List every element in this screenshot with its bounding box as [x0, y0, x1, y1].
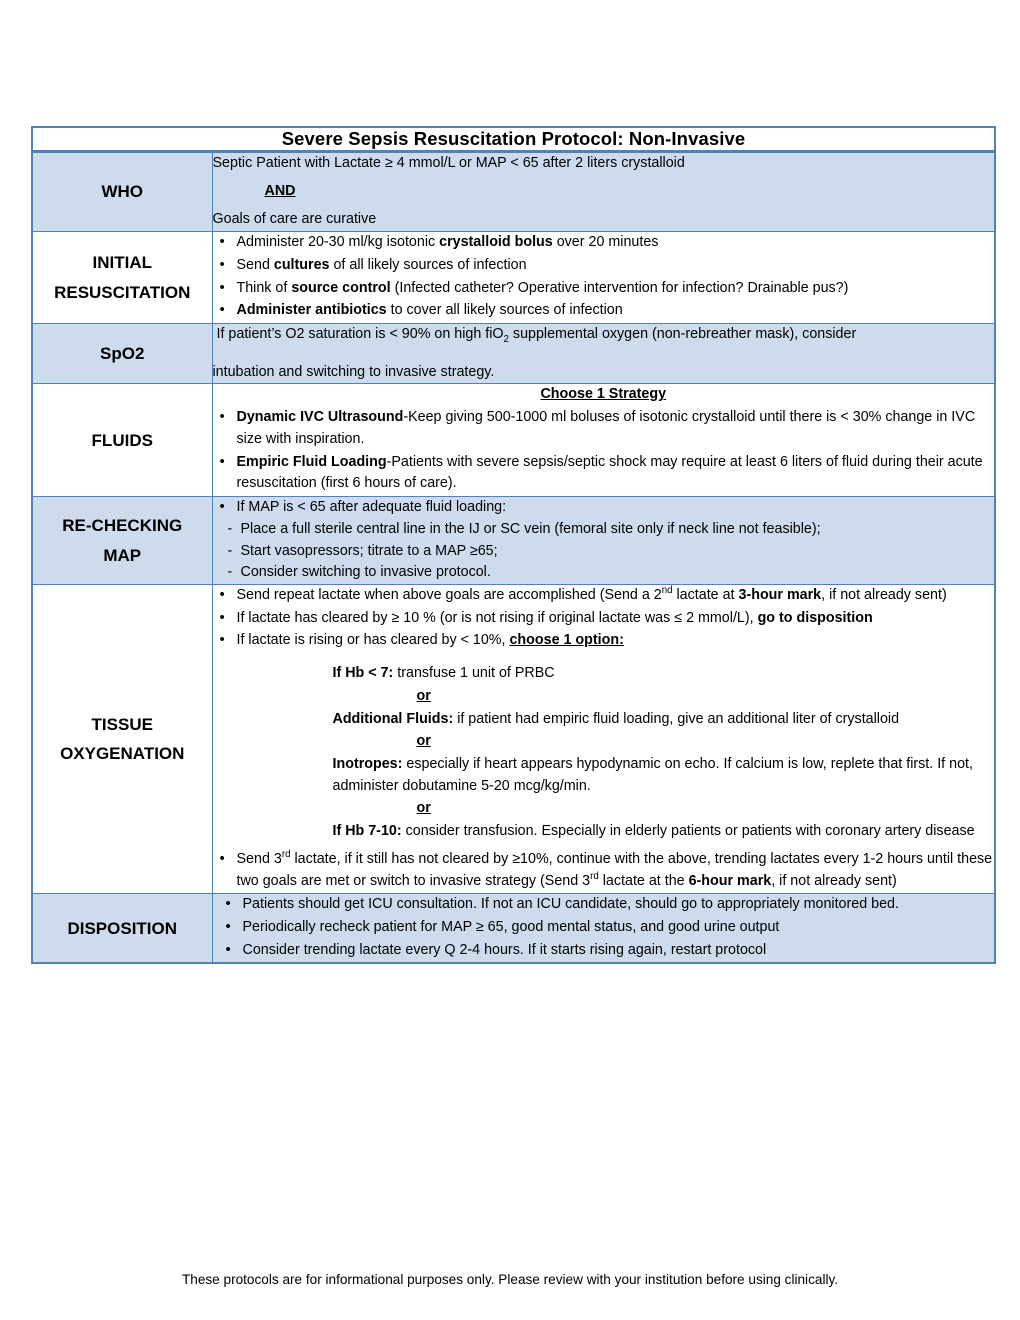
option-separator: or: [416, 687, 431, 704]
bullet-text-post: to cover all likely sources of infection: [386, 302, 623, 319]
table-row-fluids: [32, 384, 995, 497]
spo2-line-1: [213, 324, 995, 346]
ordinal-superscript: rd: [281, 849, 291, 861]
list-item: • Periodically recheck patient for MAP ≥ 65, good mental status, and good urine output: [243, 917, 995, 939]
list-item: [237, 585, 995, 607]
bullet-text-pre: If lactate has cleared by ≥ 10 % (or is not rising if original lactate was ≤ 2 mmol/L),: [236, 609, 758, 626]
row-label-line-2: MAP: [103, 545, 142, 565]
spo2-text-part1: If patient’s O2 saturation is < 90% on high fiO: [216, 326, 504, 343]
page-title: Severe Sepsis Resuscitation Protocol: Non-Invasive: [32, 127, 995, 152]
table-row-initial-resuscitation: [32, 232, 995, 324]
footer-disclaimer: These protocols are for informational purposes only. Please review with your institution before using clinically.: [181, 1272, 839, 1287]
table-row-tissue-oxygenation: [32, 584, 995, 893]
tissue-oxygenation-list-top: [213, 585, 995, 652]
rechecking-map-list: [213, 497, 995, 519]
row-label-fluids: FLUIDS: [32, 384, 212, 497]
bullet-text-pre: Send: [236, 256, 274, 273]
fluids-list: [213, 407, 995, 495]
severe-sepsis-protocol-table: [31, 126, 996, 964]
sub-item: - Start vasopressors; titrate to a MAP ≥65;: [241, 541, 995, 563]
option-hb-7-to-10: [333, 821, 995, 843]
bullet-text-bold: 3-hour mark: [738, 586, 822, 603]
bullet-text-post: -Patients with severe sepsis/septic shock may require at least 6 liters of fluid during their acute resuscitation (first 6 hours of care).: [236, 453, 983, 492]
list-item: [237, 608, 995, 630]
bullet-text-pre: Think of: [236, 279, 292, 296]
table-row-spo2: [32, 324, 995, 384]
row-label-line-2: RESUSCITATION: [54, 282, 191, 302]
bullet-text-bold: crystalloid bolus: [439, 234, 553, 251]
list-item: • If MAP is < 65 after adequate fluid loading:: [237, 497, 995, 519]
row-label-line-2: OXYGENATION: [60, 744, 185, 764]
fluids-strategy-heading: Choose 1 Strategy: [540, 386, 667, 403]
row-content-tissue-oxygenation: [212, 584, 995, 893]
bullet-text-bold: Empiric Fluid Loading: [236, 453, 387, 470]
bullet-text-post: -Keep giving 500-1000 ml boluses of isotonic crystalloid until there is < 30% change in IVC size with inspiration.: [236, 409, 976, 447]
row-label-rechecking-map: [32, 497, 212, 585]
spo2-subscript: 2: [503, 333, 509, 345]
row-label-line-1: TISSUE: [91, 714, 153, 734]
row-content-fluids: [212, 384, 995, 497]
list-item: [237, 849, 995, 892]
who-and-connector: AND: [264, 182, 296, 199]
row-label-who: WHO: [32, 152, 212, 232]
list-item: [237, 278, 995, 300]
bullet-text-mid: lactate at: [672, 586, 739, 603]
row-content-rechecking-map: [212, 497, 995, 585]
bullet-text-pre: Send repeat lactate when above goals are accomplished (Send a 2: [236, 586, 662, 603]
row-label-line-1: RE-CHECKING: [62, 516, 183, 536]
tissue-oxygenation-options: [213, 663, 995, 843]
who-goals-line: Goals of care are curative: [212, 211, 377, 228]
bullet-text-bold: Administer antibiotics: [236, 302, 387, 319]
row-content-who: [212, 152, 995, 232]
bullet-text-bold: 6-hour mark: [688, 872, 772, 889]
list-item: [237, 407, 995, 450]
option-label: Additional Fluids:: [332, 710, 454, 727]
row-label-initial-resuscitation: [32, 232, 212, 324]
bullet-text-pre: Administer 20-30 ml/kg isotonic: [236, 234, 440, 251]
bullet-text-post: of all likely sources of infection: [329, 256, 527, 273]
option-additional-fluids: [333, 709, 995, 731]
option-text: if patient had empiric fluid loading, give an additional liter of crystalloid: [453, 710, 900, 727]
table-row-disposition: [32, 894, 995, 964]
option-text: especially if heart appears hypodynamic on echo. If calcium is low, replete that first. If not, administer dobutamine 5-20 mcg/kg/min.: [332, 755, 973, 794]
row-content-spo2: [212, 324, 995, 384]
bullet-text-bold: Dynamic IVC Ultrasound: [236, 409, 404, 426]
list-item: [237, 300, 995, 322]
option-text: transfuse 1 unit of PRBC: [393, 665, 555, 682]
option-separator: or: [416, 733, 431, 750]
bullet-text-mid-2: lactate at the: [598, 872, 689, 889]
disposition-list: [213, 894, 995, 961]
bullet-text-mid-1: lactate, if it still has not cleared by ≥10%, continue with the above, trending lactates every 1-2 hours until these two goals are met or switch to invasive strategy (Send 3: [236, 850, 993, 889]
option-label: If Hb 7-10:: [332, 823, 402, 840]
list-item: • Consider trending lactate every Q 2-4 hours. If it starts rising again, restart protocol: [243, 940, 995, 962]
ordinal-superscript: rd: [590, 870, 599, 882]
row-content-disposition: [212, 894, 995, 964]
bullet-text-pre: If lactate is rising or has cleared by < 10%,: [236, 632, 510, 649]
row-content-initial-resuscitation: [212, 232, 995, 324]
bullet-text-bold: cultures: [273, 256, 330, 273]
table-row-rechecking-map: [32, 497, 995, 585]
bullet-text-pre: Send 3: [236, 850, 282, 867]
list-item: [237, 452, 995, 495]
bullet-text-post: , if not already sent): [771, 872, 897, 889]
sub-item: - Consider switching to invasive protocol.: [241, 562, 995, 584]
option-separator: or: [416, 800, 431, 817]
row-label-disposition: DISPOSITION: [32, 894, 212, 964]
bullet-text-post: , if not already sent): [821, 586, 947, 603]
option-text: consider transfusion. Especially in elderly patients or patients with coronary artery disease: [401, 823, 975, 840]
list-item: • Patients should get ICU consultation. If not an ICU candidate, should go to appropriately monitored bed.: [243, 894, 995, 916]
option-hb-less-than-7: [333, 663, 995, 685]
tissue-oxygenation-list-bottom: [213, 849, 995, 892]
table-row-who: [32, 152, 995, 232]
sub-item: - Place a full sterile central line in the IJ or SC vein (femoral site only if neck line not feasible);: [241, 519, 995, 541]
spo2-line-2: intubation and switching to invasive strategy.: [212, 363, 495, 380]
row-label-line-1: INITIAL: [92, 253, 152, 273]
table-row-title: [32, 127, 995, 152]
bullet-text-bold-underline: choose 1 option:: [509, 632, 624, 649]
list-item: [237, 232, 995, 254]
option-label: Inotropes:: [332, 755, 403, 772]
spo2-text-part2: supplemental oxygen (non-rebreather mask), consider: [508, 326, 857, 343]
list-item: [237, 630, 995, 652]
row-label-spo2: SpO2: [32, 324, 212, 384]
bullet-text-bold: go to disposition: [757, 609, 873, 626]
who-criteria-line: Septic Patient with Lactate ≥ 4 mmol/L or MAP < 65 after 2 liters crystalloid: [212, 155, 685, 171]
option-label: If Hb < 7:: [332, 665, 394, 682]
row-label-tissue-oxygenation: [32, 584, 212, 893]
option-inotropes: [333, 754, 995, 797]
bullet-text-post: over 20 minutes: [552, 234, 659, 251]
bullet-text-post: (Infected catheter? Operative intervention for infection? Drainable pus?): [390, 279, 849, 296]
ordinal-superscript: nd: [661, 585, 673, 597]
bullet-text-bold: source control: [291, 279, 391, 296]
list-item: [237, 255, 995, 277]
initial-resuscitation-list: [213, 232, 995, 322]
